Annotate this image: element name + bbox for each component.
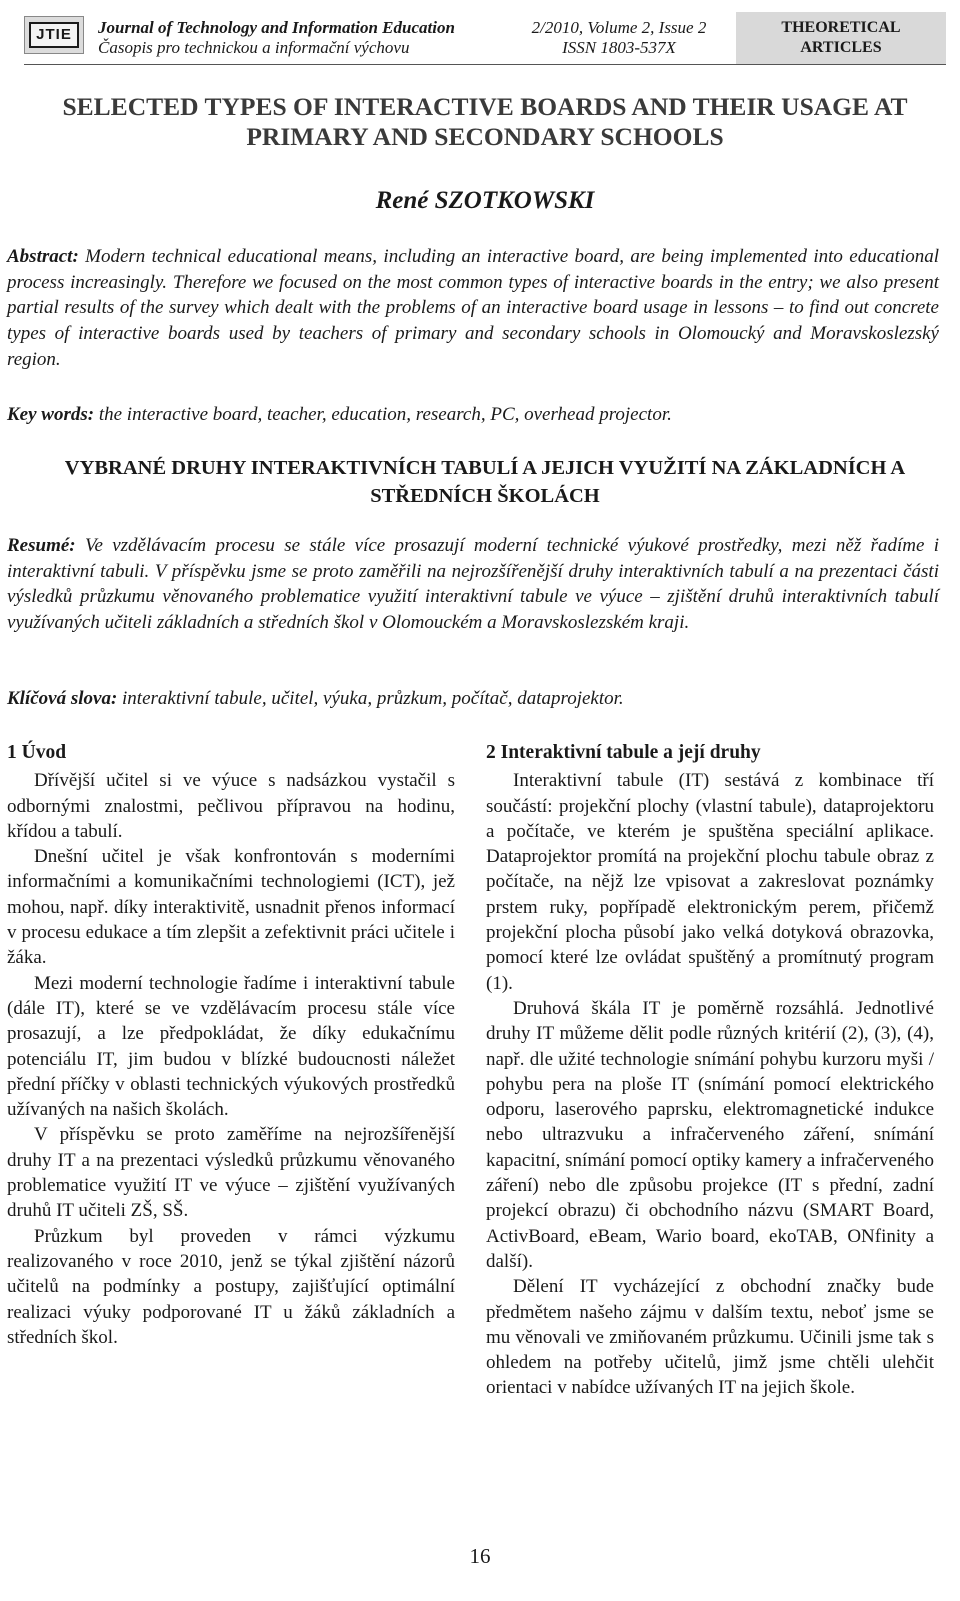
resume (7, 533, 939, 636)
abstract-label: Abstract: (7, 246, 79, 267)
keywords-text: the interactive board, teacher, education, research, PC, overhead projector. (98, 404, 672, 425)
journal-logo-text: JTIE (29, 22, 79, 48)
body-paragraph: Interaktivní tabule (IT) sestává z kombinace tří součástí: projekční plochy (vlastní tabule), dataprojektoru a počítače, ve kterém je spuštěna speciální aplikace. Dataprojektor promítá na projekční plochu tabule obraz z počítače, na nějž lze vpisovat a zakreslovat poznámky prstem ruky, popřípadě elektronickým perem, přičemž projekční plocha působí jako velká dotyková obrazovka, pomocí které lze ovládat spuštěný a promítnutý program (1). (486, 770, 934, 994)
section-badge-line1: THEORETICAL (781, 19, 901, 36)
section-heading-uvod: 1 Úvod (7, 742, 67, 763)
section-badge-line2: ARTICLES (800, 39, 882, 56)
issue-info (514, 18, 724, 58)
body-paragraph: Dělení IT vycházející z obchodní značky bude předmětem našeho zájmu v dalším textu, neboť jsme se mu věnovali ve zmiňovaném průzkumu. Učinili jsme tak s ohledem na potřeby učitelů, jimž jsme chtěli ulehčit orientaci v nabídce užívaných IT na jejich škole. (486, 1276, 934, 1399)
page-number: 16 (469, 1544, 491, 1568)
section-badge (736, 12, 946, 64)
article-title-en: SELECTED TYPES OF INTERACTIVE BOARDS AND THEIR USAGE AT PRIMARY AND SECONDARY SCHOOLS (62, 92, 908, 151)
keywords-label: Key words: (7, 404, 95, 425)
body-paragraph: V příspěvku se proto zaměříme na nejrozšířenější druhy IT a na prezentaci výsledků průzkumu věnovaného problematice využití IT ve výuce – zjištění využívaných druhů IT učiteli ZŠ, SŠ. (7, 1124, 455, 1222)
journal-name-en: Journal of Technology and Information Education (98, 18, 455, 37)
abstract (7, 244, 939, 373)
issn: ISSN 1803-537X (562, 38, 676, 57)
section-heading-tabule: 2 Interaktivní tabule a její druhy (486, 742, 761, 763)
section-uvod (7, 740, 455, 1350)
journal-name (98, 18, 455, 58)
journal-logo (24, 16, 84, 54)
body-paragraph: Dřívější učitel si ve výuce s nadsázkou vystačil s odbornými znalostmi, pečlivou přípravou na hodinu, křídou a tabulí. (7, 770, 455, 842)
article-title-cz: VYBRANÉ DRUHY INTERAKTIVNÍCH TABULÍ A JEJICH VYUŽITÍ NA ZÁKLADNÍCH A STŘEDNÍCH ŠKOLÁCH (64, 457, 906, 507)
journal-name-cz: Časopis pro technickou a informační výchovu (98, 38, 410, 57)
klicova-slova (7, 686, 939, 712)
issue-number: 2/2010, Volume 2, Issue 2 (531, 18, 707, 37)
section-interaktivni-tabule (486, 740, 934, 1401)
klicova-label: Klíčová slova: (7, 688, 118, 709)
header-divider (24, 64, 946, 65)
abstract-text: Modern technical educational means, including an interactive board, are being implemented into educational process increasingly. Therefore we focused on the most common types of interactive boards in the entry; we also present partial results of the survey which dealt with the problems of an interactive board usage in lessons – to find out concrete types of interactive boards used by teachers of primary and secondary schools in Olomoucký and Moravskoslezský region. (7, 246, 939, 370)
klicova-text: interaktivní tabule, učitel, výuka, průzkum, počítač, dataprojektor. (122, 688, 624, 709)
resume-label: Resumé: (7, 535, 76, 556)
body-paragraph: Druhová škála IT je poměrně rozsáhlá. Jednotlivé druhy IT můžeme dělit podle různých kritérií (2), (3), (4), např. dle užité technologie snímání pohybu kurzoru myši / pohybu pera na ploše IT (snímání pomocí elektrického odporu, laserového paprsku, elektromagnetické indukce nebo ultrazvuku a infračerveného záření, snímání kapacitní, snímání pomocí optiky kamery a infračerveného záření) nebo dle způsobu projekce (IT s přední, zadní projekcí obrazu) či obchodního názvu (SMART Board, ActivBoard, eBeam, Wario board, ekoTAB, ONfinity a další). (486, 997, 934, 1272)
body-paragraph: Mezi moderní technologie řadíme i interaktivní tabule (dále IT), které se ve vzdělávacím procesu stále více prosazují, a lze předpokládat, že díky edukačnímu potenciálu IT, jim budou v blízké budoucnosti náležet přední příčky v oblasti technických výukových prostředků užívaných na našich školách. (7, 972, 455, 1121)
article-author: René SZOTKOWSKI (375, 187, 595, 214)
body-paragraph: Dnešní učitel je však konfrontován s moderními informačními a komunikačními technologiemi (ICT), jež mohou, např. díky interaktivitě, usnadnit přenos informací v procesu edukace a tím zlepšit a zefektivnit práci učitele i žáka. (7, 846, 455, 969)
body-paragraph: Průzkum byl proveden v rámci výzkumu realizovaného v roce 2010, jenž se týkal zjištění názorů učitelů na podmínky a postupy, zajišťující optimální realizaci výuky podporované IT u žáků základních a středních škol. (7, 1225, 455, 1348)
page-header (24, 12, 946, 64)
resume-text: Ve vzdělávacím procesu se stále více prosazují moderní technické výukové prostředky, mezi něž řadíme i interaktivní tabuli. V příspěvku jsme se proto zaměřili na nejrozšířenější druhy interaktivních tabulí a na prezentaci části výsledků průzkumu věnovaného problematice využití interaktivní tabule ve výuce – zjištění druhů interaktivních tabulí využívaných učiteli základních a středních škol v Olomouckém a Moravskoslezském kraji. (7, 535, 939, 634)
keywords (7, 402, 939, 428)
